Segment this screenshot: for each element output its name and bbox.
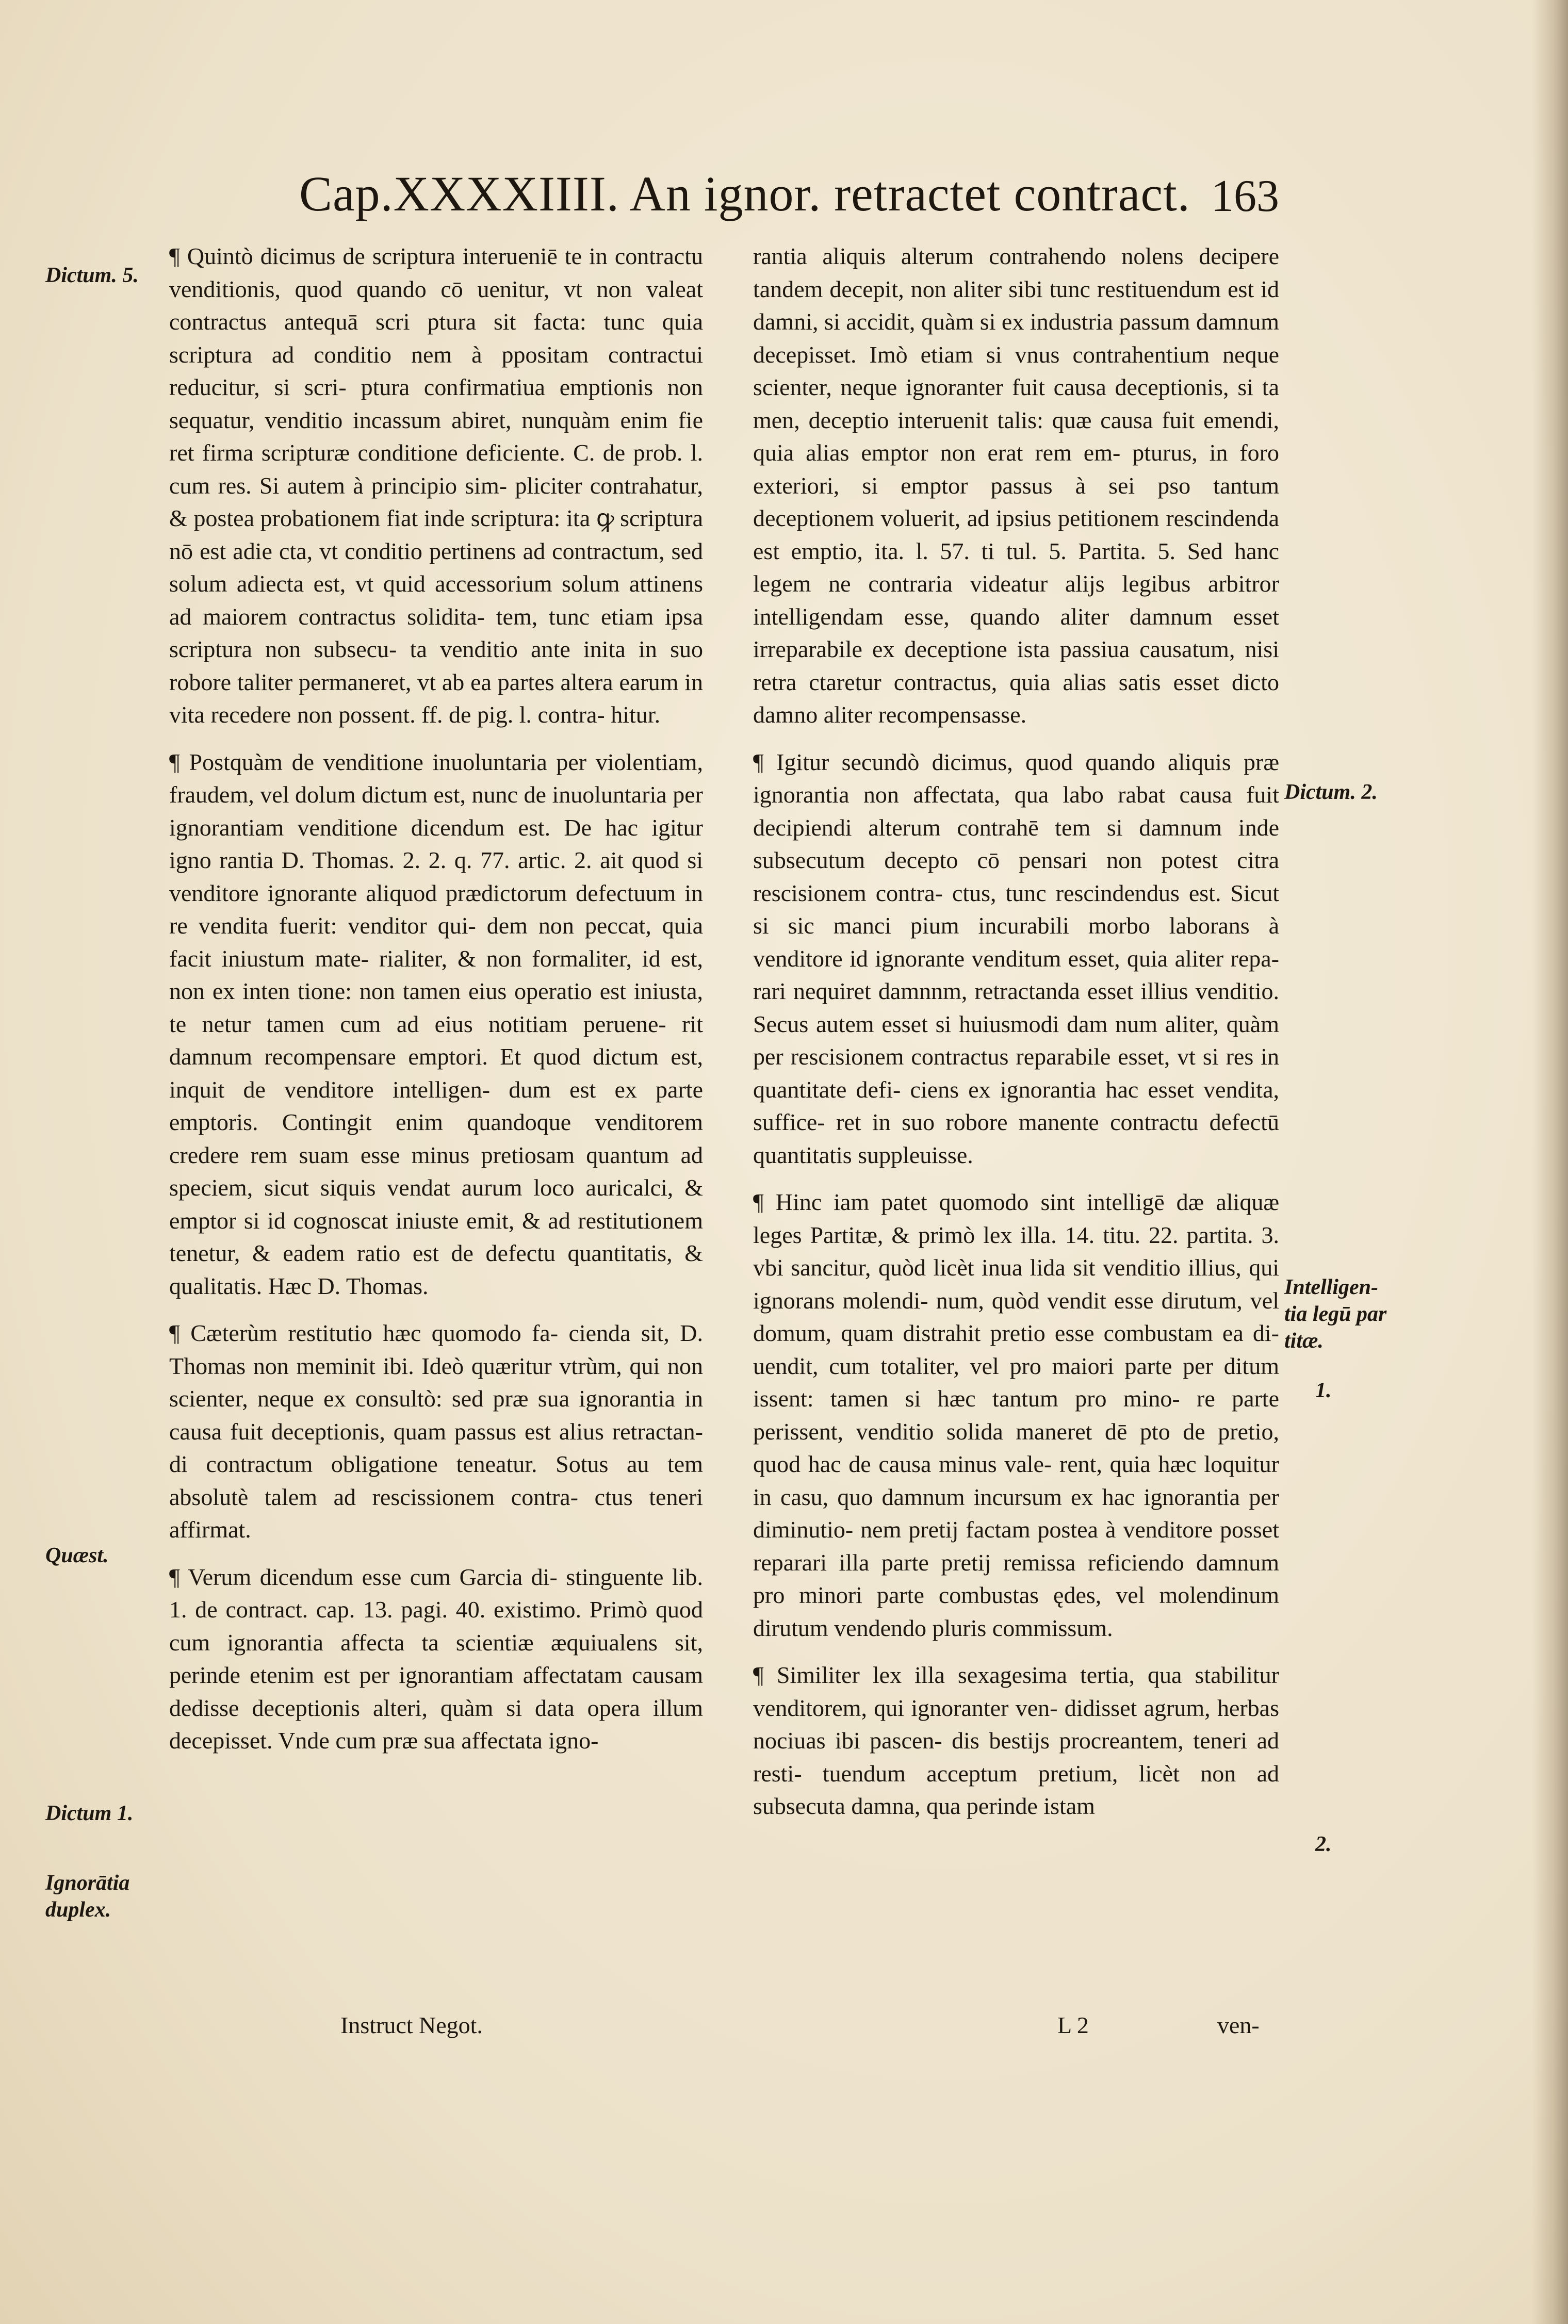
- page-edge-shadow: [1532, 0, 1568, 2324]
- paragraph: ¶ Igitur secundò dicimus, quod quando aliquis præ ignorantia non affectata, qua labo rabat causa fuit decipiendi alterum contrahē tem si damnum inde subsecutum decepto cō pensari non potest citra rescisionem contra- ctus, tunc rescindendus est. Sicut si sic manci pium incurabili morbo laborans à venditore id ignorante venditum esset, quia aliter repa- rari nequiret damnnm, retractanda esset illius venditio. Secus autem esset si huiusmodi dam num aliter, quàm per rescisionem contractus reparabile esset, vt si res in quantitate defi- ciens ex ignorantia hac esset vendita, suffice- ret in suo robore manente contractu defectū quantitatis suppleuisse.: [753, 748, 1279, 1168]
- folio-number: 163: [1211, 171, 1279, 221]
- paragraph: ¶ Verum dicendum esse cum Garcia di- stinguente lib. 1. de contract. cap. 13. pagi. 40. existimo. Primò quod cum ignorantia affecta ta scientiæ æquiualens sit, perinde etenim est per ignorantiam affectatam causam dedisse deceptionis alteri, quàm si data opera illum decepisset. Vnde cum præ sua affectata igno-: [169, 1563, 703, 1754]
- page-header: [299, 165, 1279, 232]
- marginal-note: Dictum 1.: [45, 1802, 134, 1825]
- running-title: Cap.XXXXIIII. An ignor. retractet contract.: [299, 166, 1190, 221]
- left-column: [169, 240, 703, 1757]
- marginal-number: 2.: [1315, 1832, 1332, 1856]
- paragraph: ¶ Hinc iam patet quomodo sint intelligē dæ aliquæ leges Partitæ, & primò lex illa. 14. titu. 22. partita. 3. vbi sancitur, quòd licèt inua lida sit venditio illius, qui ignorans molendi- num, quòd vendit esse dirutum, vel domum, quam distrahit pretio esse combustam ea di- uendit, cum totaliter, vel pro maiori parte per ditum issent: tamen si hæc tantum pro mino- re parte perissent, venditio solida maneret dē pto de pretio, quod hac de causa minus vale- rent, quia hæc loquitur in casu, quo damnum incursum ex hac ignorantia per diminutio- nem pretij factam postea à venditore posset reparari illa parte pretij remissa reficiendo damnum pro minori parte combustas ędes, vel molendinum dirutum vendendo pluris commissum.: [753, 1189, 1279, 1641]
- paragraph: rantia aliquis alterum contrahendo nolens decipere tandem decepit, non aliter sibi tunc restituendum est id damni, si accidit, quàm si ex industria passum damnum decepisset. Imò etiam si vnus contrahentium neque scienter, neque ignoranter fuit causa deceptionis, si ta men, deceptio interuenit talis: quæ causa fuit emendi, quia alias emptor non erat rem em- pturus, in foro exteriori, si emptor passus à sei pso tantum deceptionem voluerit, ad ipsius petitionem rescindenda est emptio, ita. l. 57. ti tul. 5. Partita. 5. Sed hanc legem ne contraria videatur alijs legibus arbitror intelligendam esse, quando aliter damnum esset irreparabile ex deceptione ista passiua causatum, nisi retra ctaretur contractus, quia alias satis esset dicto damno aliter recompensasse.: [753, 243, 1279, 728]
- paragraph: ¶ Postquàm de venditione inuoluntaria per violentiam, fraudem, vel dolum dictum est, nunc de inuoluntaria per ignorantiam venditione dicendum est. De hac igitur igno rantia D. Thomas. 2. 2. q. 77. artic. 2. ait quod si venditore ignorante aliquod prædictorum defectuum in re vendita fuerit: venditor qui- dem non peccat, quia facit iniustum mate- rialiter, & non formaliter, id est, non ex inten tione: non tamen eius operatio est iniusta, te netur tamen cum ad eius notitiam peruene- rit damnum recompensare emptori. Et quod dictum est, inquit de venditore intelligen- dum est ex parte emptoris. Contingit enim quandoque venditorem credere rem suam esse minus pretiosam quantum ad speciem, sicut siquis vendat aurum loco auricalci, & emptor si id cognoscat iniuste emit, & ad restitutionem tenetur, & eadem ratio est de defectu quantitatis, & qualitatis. Hæc D. Thomas.: [169, 748, 703, 1299]
- catchword-right: ven-: [1217, 2012, 1260, 2038]
- paragraph: ¶ Similiter lex illa sexagesima tertia, qua stabilitur venditorem, qui ignoranter ven- didisset agrum, herbas nociuas ibi pascen- dis bestijs procreantem, teneri ad resti- tuendum acceptum pretium, licèt non ad subsecuta damna, qua perinde istam: [753, 1662, 1279, 1819]
- right-column: [753, 240, 1279, 1823]
- marginal-note: Dictum. 5.: [45, 264, 139, 287]
- marginal-note: Ignorātia duplex.: [45, 1871, 130, 1922]
- signature-mark: L 2: [1057, 2012, 1089, 2038]
- paragraph: ¶ Quintò dicimus de scriptura interueniē te in contractu venditionis, quod quando cō uenitur, vt non valeat contractus antequā scri ptura sit facta: tunc quia scriptura ad conditio nem à ppositam contractui reducitur, si scri- ptura confirmatiua emptionis non sequatur, venditio incassum abiret, nunquàm enim fie ret firma scripturæ conditione deficiente. C. de prob. l. cum res. Si autem à principio sim- pliciter contrahatur, & postea probationem fiat inde scriptura: ita ꝙ scriptura nō est adie cta, vt conditio pertinens ad contractum, sed solum adiecta est, vt quid accessorium solum attinens ad maiorem contractus solidita- tem, tunc etiam ipsa scriptura non subsecu- ta venditio ante inita in suo robore taliter permaneret, vt ab ea partes altera earum in vita recedere non possent. ff. de pig. l. contra- hitur.: [169, 243, 703, 728]
- marginal-note: Quæst.: [45, 1544, 109, 1567]
- marginal-note: Dictum. 2.: [1284, 780, 1378, 804]
- marginal-note: Intelligen- tia legū par titæ.: [1284, 1275, 1387, 1353]
- paragraph: ¶ Cæterùm restitutio hæc quomodo fa- cienda sit, D. Thomas non meminit ibi. Ideò quæritur vtrùm, qui non scienter, neque ex consultò: sed præ sua ignorantia in causa fuit deceptionis, quam passus est alius retractan- di contractum obligatione teneatur. Sotus au tem absolutè talem ad rescissionem contra- ctus teneri affirmat.: [169, 1320, 703, 1543]
- marginal-number: 1.: [1315, 1379, 1332, 1402]
- catchword-left: Instruct Negot.: [340, 2012, 483, 2038]
